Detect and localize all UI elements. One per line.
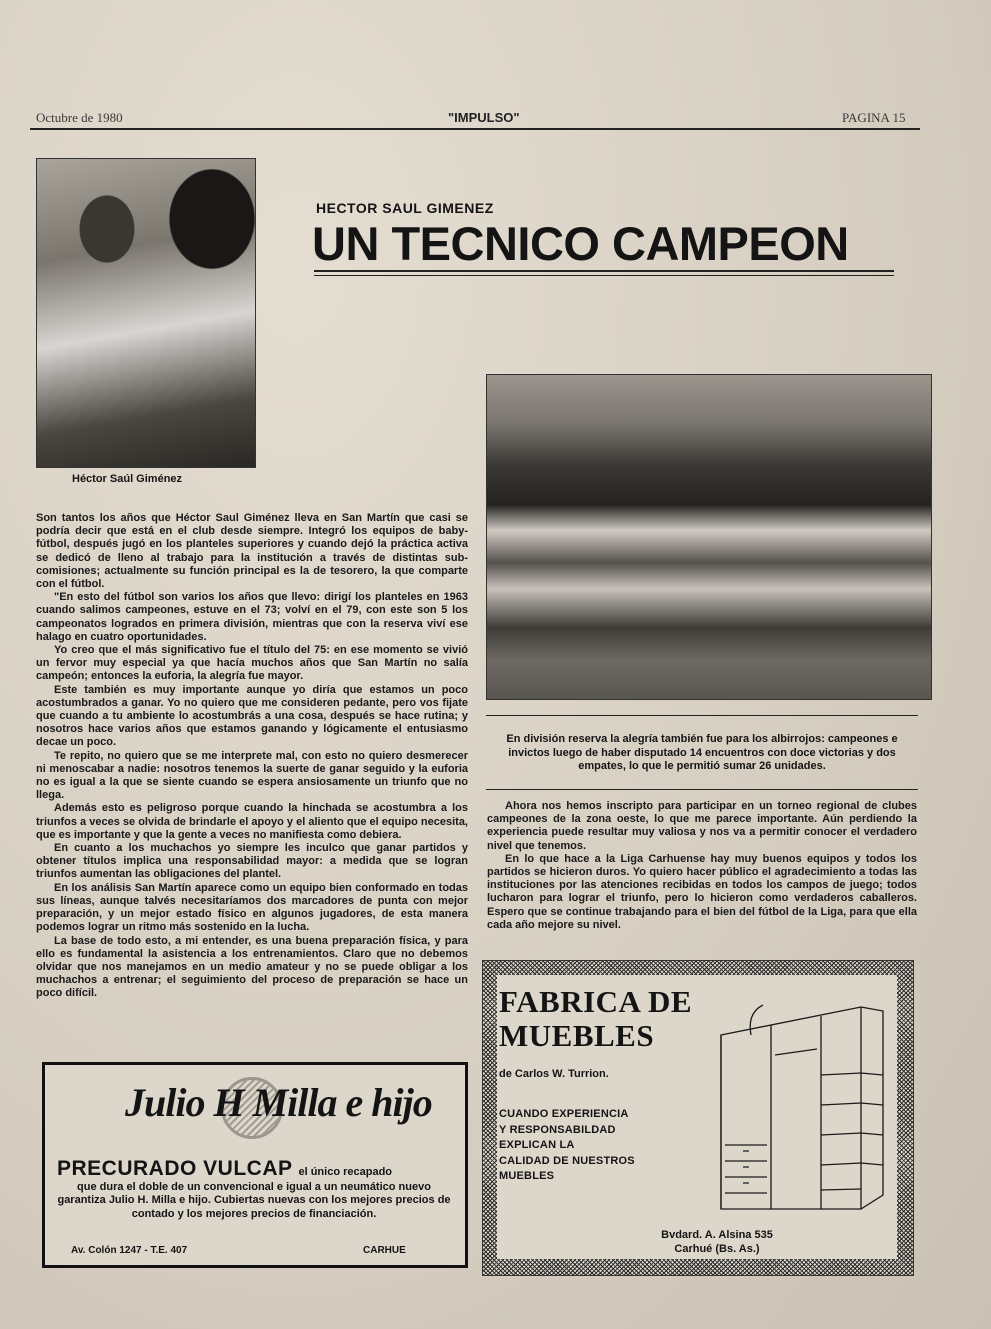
muebles-title-line2: MUEBLES [499, 1018, 655, 1053]
paragraph: Yo creo que el más significativo fue el título del 75: en ese momento se vivió un fervor muy especial ya que hacía muchos años que San Martín no salía campeón; entonces la euforia, la alegría fue mayor. [36, 644, 468, 683]
muebles-slogan [499, 1107, 689, 1185]
milla-body: que dura el doble de un convencional e igual a un neumático nuevo garantiza Julio H. Milla e hijo. Cubiertas nuevas con los mejores precios de contado y los mejores precios de financiación. [57, 1181, 451, 1220]
slogan-line: CUANDO EXPERIENCIA [499, 1108, 629, 1120]
milla-city: CARHUE [363, 1245, 406, 1256]
ad-fabrica-muebles [482, 960, 914, 1276]
muebles-address-line1: Bvdard. A. Alsina 535 [661, 1229, 773, 1241]
paragraph: Además esto es peligroso porque cuando la hinchada se acostumbra a los triunfos a veces se olvida de brindarle el apoyo y el aliento que el equipo necesita, que es importante y que la gente a veces no manifiesta como debiera. [36, 802, 468, 841]
article-headline: UN TECNICO CAMPEON [312, 217, 849, 270]
headline-rule-thin [314, 275, 894, 276]
slogan-line: EXPLICAN LA [499, 1139, 575, 1151]
ad-julio-milla [42, 1062, 468, 1268]
portrait-caption: Héctor Saúl Giménez [72, 473, 183, 485]
portrait-photo [36, 158, 256, 468]
header-date: Octubre de 1980 [36, 110, 123, 125]
slogan-line: CALIDAD DE NUESTROS [499, 1154, 635, 1167]
caption-rule-bottom [486, 789, 918, 790]
milla-headline-main: PRECURADO VULCAP [57, 1157, 293, 1180]
article-kicker: HECTOR SAUL GIMENEZ [316, 200, 494, 216]
paragraph: Este también es muy importante aunque yo diría que estamos un poco acostumbrados a ganar. Yo no quiero que me consideren pedante, pero vos fijate que cuando a tu ambiente lo acostumbrás a una cosa, después se hace rutina; y nosotros hace varios años que estamos ganando y lógicamente el entusiasmo decae un poco. [36, 683, 468, 749]
headline-rule [314, 270, 894, 272]
article-left-column [36, 512, 468, 1001]
milla-headline-tail: el único recapado [298, 1166, 393, 1178]
header-page-number: PAGINA 15 [842, 110, 906, 125]
team-photo-caption: En división reserva la alegría también fue para los albirrojos: campeones e invictos luego de haber disputado 14 encuentros con doce victorias y dos empates, lo que le permitió sumar 26 unidades. [506, 733, 898, 772]
paragraph: En los análisis San Martín aparece como un equipo bien conformado en todas sus líneas, aunque talvés necesitaríamos dos marcadores de punta con mejor preparación, y un mejor estado físico en algunos jugadores, de esta manera podemos lograr un ritmo más sostenido en la lucha. [36, 881, 468, 934]
milla-address: Av. Colón 1247 - T.E. 407 [71, 1245, 188, 1256]
team-photo [486, 374, 932, 700]
milla-headline [57, 1157, 392, 1181]
paragraph: Te repito, no quiero que se me interprete mal, con esto no quiero desmerecer ni menoscabar a nadie: nosotros tenemos la suerte de ganar seguido y la euforia no es igual a la que se siente cuando se espera ansiosamente un triunfo que no llega. [36, 749, 468, 802]
slogan-line: Y RESPONSABILDAD [499, 1123, 616, 1136]
paragraph: En lo que hace a la Liga Carhuense hay muy buenos equipos y todos los partidos se hicieron duros. Yo quiero hacer público el agradecimiento a todas las instituciones por las atenciones recibidas en todos los campos de juego; todos lucharon para lograr el triunfo, pero lo hicieron como verdaderos caballeros. Espero que se continue trabajando para el bien del fútbol de la Liga, para que ella cada año mejore su nivel. [487, 852, 917, 931]
paragraph: "En esto del fútbol son varios los años que llevo: dirigí los planteles en 1963 cuando salimos campeones, estuve en el 73; volví en el 79, con este son 5 los campeonatos logrados en primera división, mientras que con la reserva viví ese halago en cuatro oportunidades. [36, 591, 468, 643]
muebles-panel [497, 975, 897, 1259]
muebles-address-line2: Carhué (Bs. As.) [674, 1243, 760, 1255]
paragraph: Ahora nos hemos inscripto para participar en un torneo regional de clubes campeones de la zona oeste, lo que me parece importante. Aún perdiendo la experiencia puede resultar muy valiosa y nos va a permitir conocer el verdadero nivel que tenemos. [487, 800, 917, 852]
muebles-owner: de Carlos W. Turrion. [499, 1068, 609, 1080]
milla-logo: Julio H Milla e hijo [125, 1080, 432, 1125]
header-rule [30, 128, 920, 130]
caption-rule-top [486, 715, 918, 716]
article-right-column [487, 800, 917, 932]
slogan-line: MUEBLES [499, 1170, 555, 1182]
header-publication: "IMPULSO" [448, 110, 520, 125]
muebles-address [617, 1228, 817, 1256]
wardrobe-icon [711, 995, 891, 1220]
muebles-title [499, 985, 692, 1053]
paragraph: La base de todo esto, a mi entender, es una buena preparación física, y para ello es fundamental la asistencia a los entrenamientos. Claro que no debemos olvidar que nos manejamos en un medio amateur y no se puede obligar a los muchachos a entrenar; el seguimiento del proceso de preparación se hace un poco difícil. [36, 934, 468, 1000]
paragraph: Son tantos los años que Héctor Saul Giménez lleva en San Martín que casi se podría decir que está en el club desde siempre. Integró los equipos de baby-fútbol, después jugó en los planteles superiores y cuando dejó la práctica activa se dedicó de lleno al trabajo para la institución a través de distintas sub-comisiones; actualmente su función principal es la de tesorero, la que comparte con el fútbol. [36, 512, 468, 591]
muebles-title-line1: FABRICA DE [499, 984, 693, 1019]
paragraph: En cuanto a los muchachos yo siempre les inculco que ganar partidos y obtener títulos implica una responsabilidad mayor: a medida que se logran triunfos aumentan las obligaciones del plantel. [36, 842, 468, 881]
